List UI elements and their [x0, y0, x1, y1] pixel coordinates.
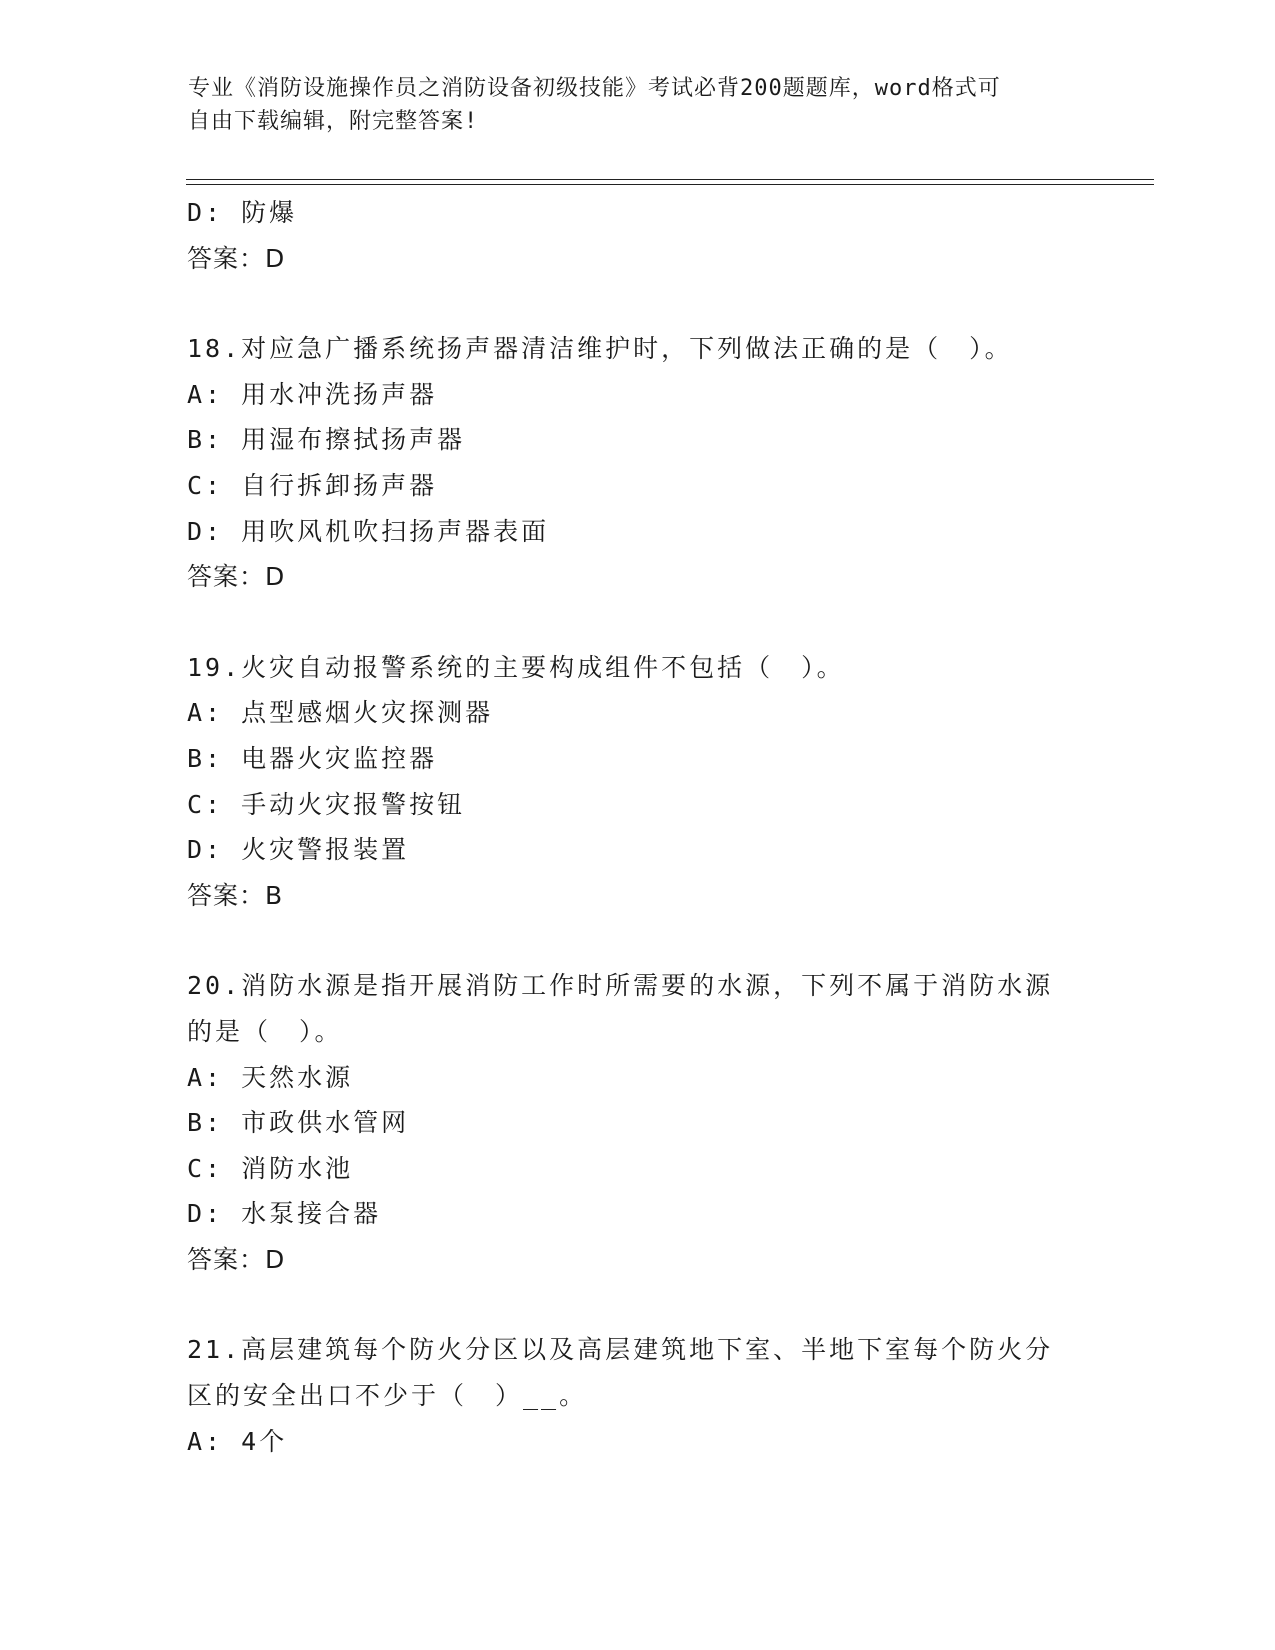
question-stem-line-1: 21.高层建筑每个防火分区以及高层建筑地下室、半地下室每个防火分 [187, 1335, 1054, 1365]
option-a: A: 点型感烟火灾探测器 [187, 698, 494, 728]
answer-line: 答案：B [187, 880, 284, 910]
option-a: A: 天然水源 [187, 1062, 354, 1092]
option-a: A: 4个 [187, 1426, 288, 1456]
answer-line: 答案：D [187, 243, 286, 273]
question-stem-line-1: 20.消防水源是指开展消防工作时所需要的水源，下列不属于消防水源 [187, 971, 1054, 1001]
option-c: C: 自行拆卸扬声器 [187, 470, 438, 500]
document-header [188, 72, 1068, 138]
option-b: B: 电器火灾监控器 [187, 743, 438, 773]
option-a: A: 用水冲洗扬声器 [187, 379, 438, 409]
option-d: D: 火灾警报装置 [187, 835, 410, 865]
question-stem: 18.对应急广播系统扬声器清洁维护时，下列做法正确的是（ ）。 [187, 334, 1013, 364]
question-stem-line-2: 区的安全出口不少于（ ）__。 [187, 1381, 588, 1411]
spacer [187, 918, 1087, 963]
option-b: B: 用湿布擦拭扬声器 [187, 425, 466, 455]
option-b: B: 市政供水管网 [187, 1108, 410, 1138]
header-divider-bottom [186, 184, 1154, 185]
question-19 [187, 645, 1087, 919]
question-stem-line-2: 的是（ ）。 [187, 1016, 343, 1046]
question-18 [187, 326, 1087, 600]
question-stem: 19.火灾自动报警系统的主要构成组件不包括（ ）。 [187, 652, 845, 682]
question-20 [187, 963, 1087, 1282]
question-21 [187, 1327, 1087, 1464]
spacer [187, 281, 1087, 326]
option-d: D: 用吹风机吹扫扬声器表面 [187, 516, 550, 546]
option-d: D: 水泵接合器 [187, 1199, 382, 1229]
header-line-1: 专业《消防设施操作员之消防设备初级技能》考试必背200题题库，word格式可 [188, 76, 1001, 101]
spacer [187, 600, 1087, 645]
option-d: D: 防爆 [187, 198, 298, 227]
option-c: C: 消防水池 [187, 1153, 354, 1183]
answer-line: 答案：D [187, 1244, 286, 1274]
answer-line: 答案：D [187, 562, 286, 592]
header-divider-top [186, 179, 1154, 180]
header-line-2: 自由下载编辑，附完整答案! [188, 109, 479, 134]
spacer [187, 1282, 1087, 1327]
option-c: C: 手动火灾报警按钮 [187, 789, 466, 819]
question-list [187, 190, 1087, 1464]
question-17-tail [187, 190, 1087, 281]
